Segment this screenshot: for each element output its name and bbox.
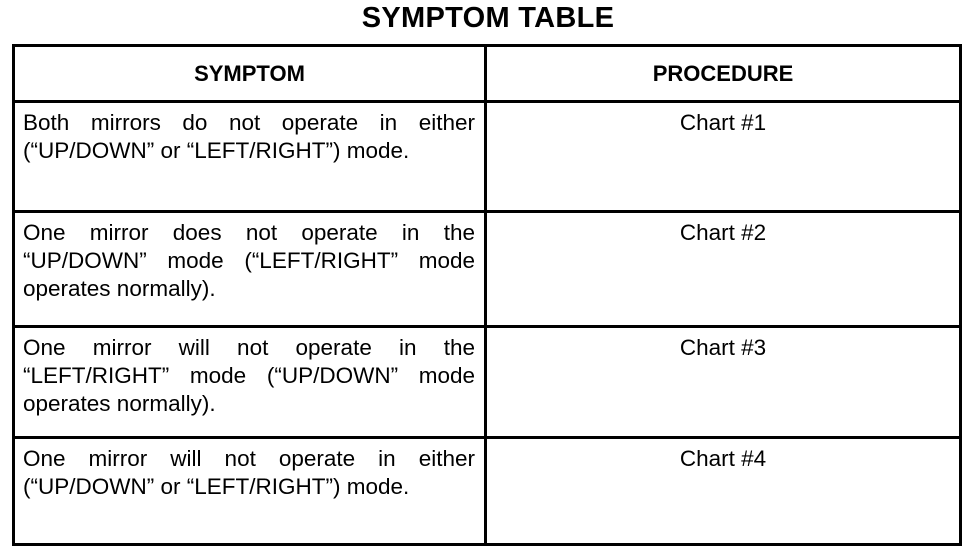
procedure-text: Chart #2 — [679, 220, 767, 245]
symptom-table — [12, 44, 962, 546]
symptom-cell — [15, 103, 487, 210]
table-row — [15, 439, 959, 543]
table-row — [15, 213, 959, 328]
symptom-cell — [15, 328, 487, 436]
symptom-text: One mirror does not operate in the “UP/DOWN” mode (“LEFT/RIGHT” mode operates normally). — [23, 220, 475, 301]
procedure-cell — [487, 328, 959, 436]
table-row — [15, 103, 959, 213]
procedure-text: Chart #3 — [679, 335, 767, 360]
procedure-text: Chart #1 — [679, 110, 767, 135]
symptom-text: One mirror will not operate in either (“UP/DOWN” or “LEFT/RIGHT”) mode. — [23, 446, 475, 499]
symptom-cell — [15, 213, 487, 325]
symptom-cell — [15, 439, 487, 543]
table-header-row — [15, 47, 959, 103]
symptom-text: Both mirrors do not operate in either (“UP/DOWN” or “LEFT/RIGHT”) mode. — [23, 110, 475, 163]
procedure-cell — [487, 213, 959, 325]
table-row — [15, 328, 959, 439]
procedure-cell — [487, 439, 959, 543]
procedure-text: Chart #4 — [679, 446, 767, 471]
header-symptom: SYMPTOM — [15, 47, 487, 100]
procedure-cell — [487, 103, 959, 210]
header-procedure: PROCEDURE — [652, 60, 794, 86]
table-title: SYMPTOM TABLE — [361, 2, 615, 34]
symptom-text: One mirror will not operate in the “LEFT/RIGHT” mode (“UP/DOWN” mode operates normally). — [23, 335, 475, 416]
